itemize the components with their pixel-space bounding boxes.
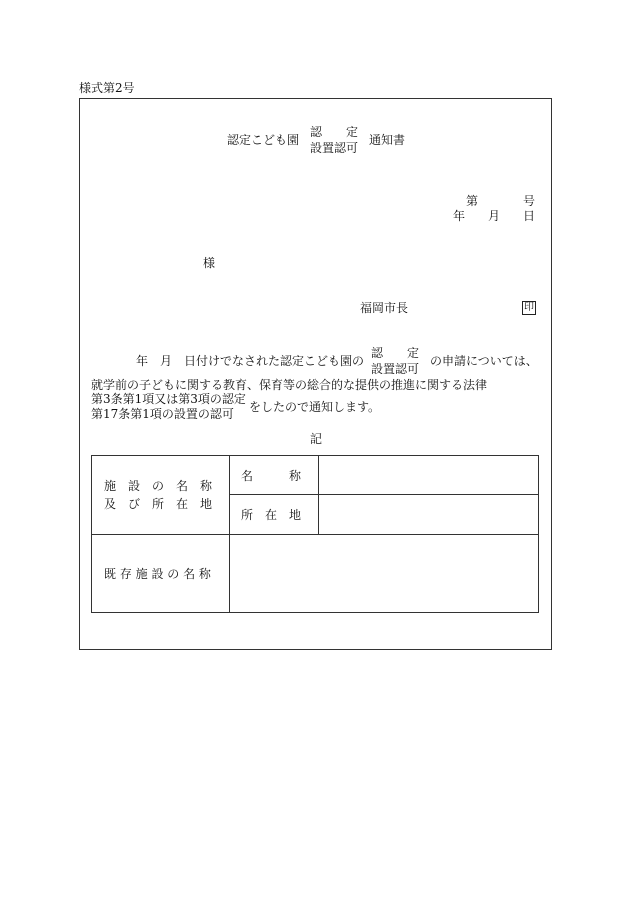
name-label-cell — [230, 456, 319, 495]
doc-number-suffix: 号 — [523, 194, 536, 208]
record-heading: 記 — [310, 432, 323, 446]
title-option-bottom: 設置認可 — [310, 141, 359, 155]
form-number: 様式第2号 — [79, 81, 135, 95]
address-label: 所 在 地 — [241, 508, 302, 522]
facility-table — [91, 455, 539, 613]
existing-header-cell — [92, 535, 230, 613]
existing-value-cell — [230, 535, 539, 613]
body-option-top: 認 定 — [371, 346, 420, 360]
addressee-suffix: 様 — [203, 256, 216, 270]
facility-header-cell — [92, 456, 230, 535]
body-line2: 就学前の子どもに関する教育、保育等の総合的な提供の推進に関する法律 — [91, 378, 488, 392]
address-value-cell — [319, 495, 539, 535]
title-suffix: 通知書 — [369, 133, 406, 147]
body-article-option-bottom: 第17条第1項の設置の認可 — [91, 407, 234, 421]
facility-header-line2: 及 び 所 在 地 — [104, 497, 213, 511]
doc-number-label: 第 — [466, 194, 479, 208]
address-label-cell — [230, 495, 319, 535]
existing-header: 既 存 施 設 の 名 称 — [104, 567, 211, 581]
seal-mark: 印 — [524, 302, 534, 313]
body-line1-date: 年 月 日付けでなされた認定こども園の — [136, 354, 365, 368]
body-option-bottom: 設置認可 — [371, 362, 420, 376]
name-label: 名 称 — [241, 468, 302, 483]
issuer-name: 福岡市長 — [360, 301, 409, 315]
title-prefix: 認定こども園 — [227, 133, 300, 147]
date-day: 日 — [523, 209, 536, 223]
date-year: 年 — [453, 209, 466, 223]
title-option-top: 認 定 — [310, 125, 359, 139]
name-value-cell — [319, 456, 539, 495]
facility-header-line1: 施 設 の 名 称 — [104, 479, 213, 493]
body-article-option-top: 第3条第1項又は第3項の認定 — [91, 392, 246, 406]
body-line3-tail: をしたので通知します。 — [249, 400, 381, 414]
date-month: 月 — [488, 209, 501, 223]
body-line1-tail: の申請については、 — [430, 354, 538, 368]
